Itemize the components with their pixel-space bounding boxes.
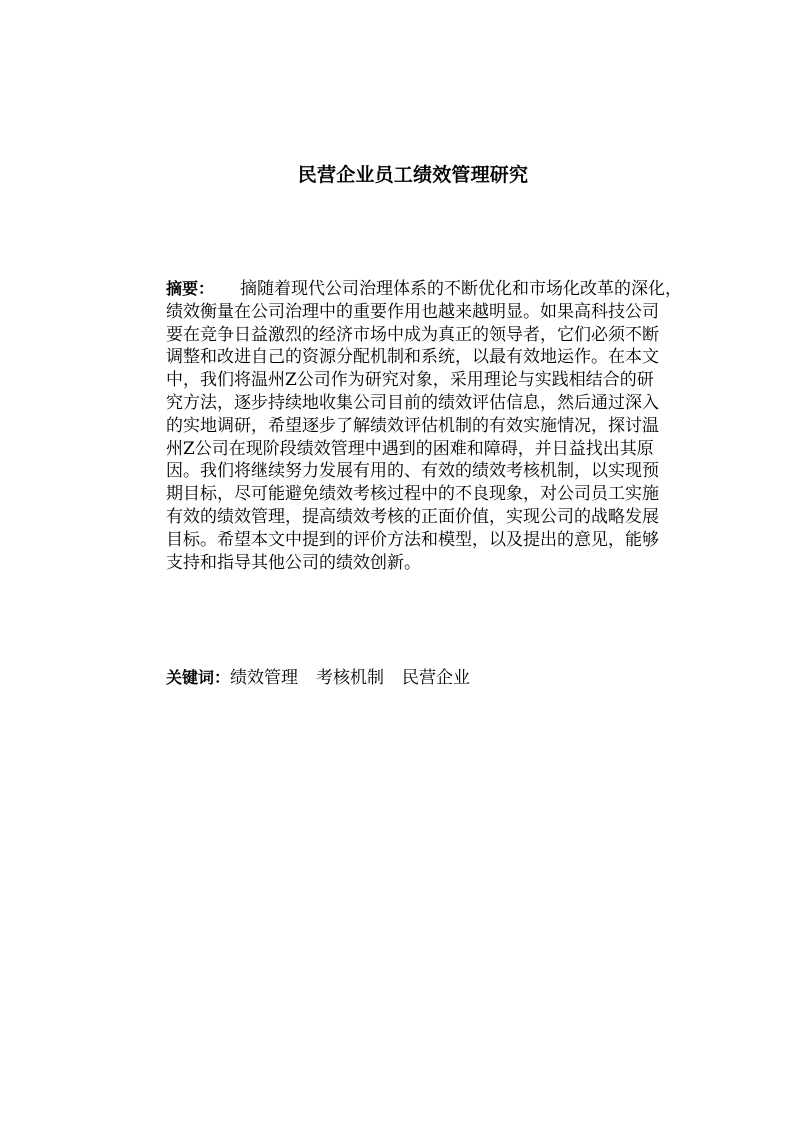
abstract-line: 要在竞争日益激烈的经济市场中成为真正的领导者，它们必须不断: [166, 324, 659, 345]
keywords-label: 关键词：: [166, 668, 231, 687]
abstract-line: 中，我们将温州Z公司作为研究对象，采用理论与实践相结合的研: [166, 370, 654, 391]
abstract-line: 支持和指导其他公司的绩效创新。: [166, 552, 421, 573]
document-title: 民营企业员工绩效管理研究: [297, 164, 529, 186]
abstract-line: [166, 278, 718, 301]
abstract-line: 的实地调研，希望逐步了解绩效评估机制的有效实施情况，探讨温: [166, 415, 659, 436]
keywords-section: [166, 666, 718, 690]
abstract-line: 调整和改进自己的资源分配机制和系统，以最有效地运作。在本文: [166, 347, 659, 368]
abstract-line: 有效的绩效管理，提高绩效考核的正面价值，实现公司的战略发展: [166, 506, 659, 527]
keyword-item: 考核机制: [316, 668, 385, 688]
abstract-section: [166, 278, 718, 574]
abstract-line: 绩效衡量在公司治理中的重要作用也越来越明显。如果高科技公司: [166, 301, 659, 322]
abstract-text: 摘随着现代公司治理体系的不断优化和市场化改革的深化，: [240, 279, 683, 299]
keyword-item: 民营企业: [402, 668, 471, 688]
abstract-label: 摘要：: [166, 279, 215, 298]
abstract-line: 目标。希望本文中提到的评价方法和模型，以及提出的意见，能够: [166, 529, 659, 550]
abstract-line: 期目标，尽可能避免绩效考核过程中的不良现象，对公司员工实施: [166, 484, 659, 505]
abstract-line: 州Z公司在现阶段绩效管理中遇到的困难和障碍，并日益找出其原: [166, 438, 654, 459]
keyword-item: 绩效管理: [230, 668, 299, 688]
abstract-line: 究方法，逐步持续地收集公司目前的绩效评估信息，然后通过深入: [166, 392, 659, 413]
abstract-line: 因。我们将继续努力发展有用的、有效的绩效考核机制，以实现预: [166, 461, 659, 482]
